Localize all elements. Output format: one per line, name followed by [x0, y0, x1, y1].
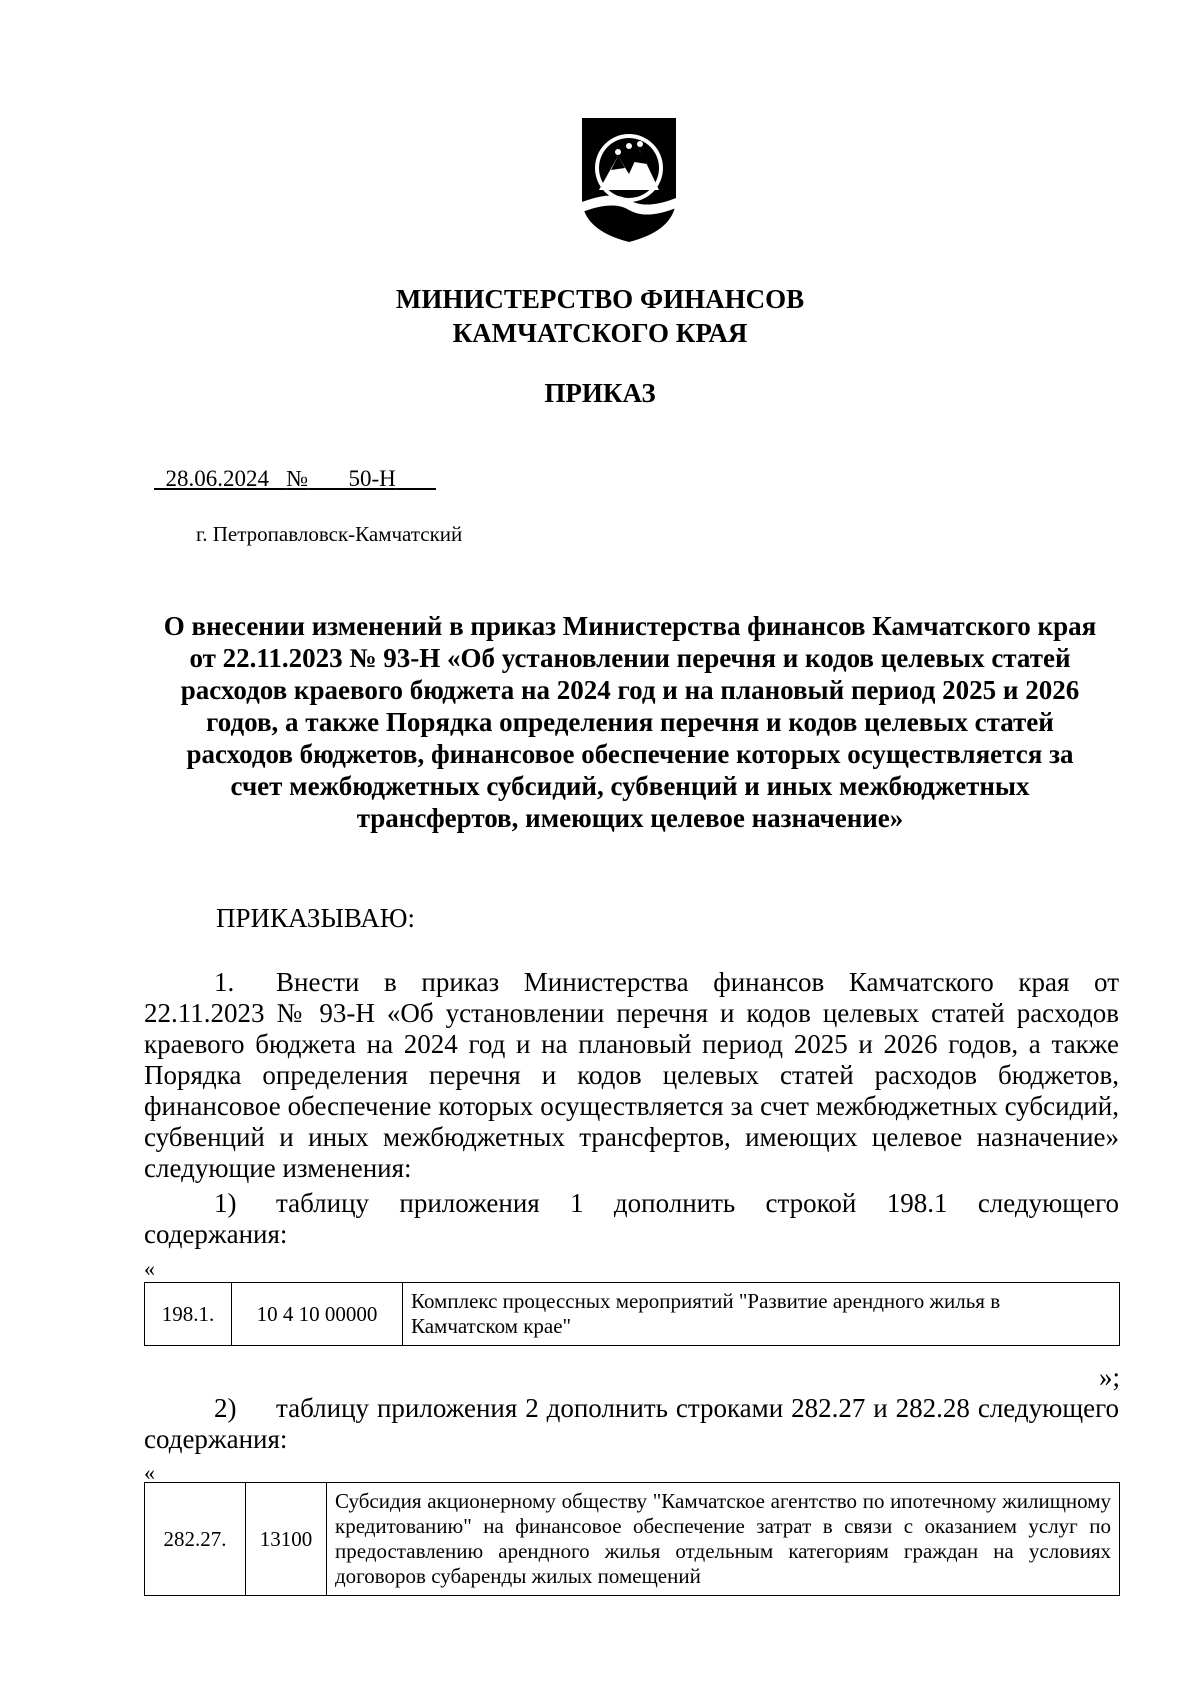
row-number-cell: 282.27.: [145, 1483, 246, 1596]
document-type: ПРИКАЗ: [544, 378, 656, 408]
paragraph-1-text: Внести в приказ Министерства финансов Камчатского края от 22.11.2023 № 93-Н «Об установлении перечня и кодов целевых статей расходов краевого бюджета на 2024 год и на плановый период 2025 и 2026 годов, а также Порядка определения перечня и кодов целевых статей расходов бюджетов, финансовое обеспечение которых осуществляется за счет межбюджетных субсидий, субвенций и иных межбюджетных трансфертов, имеющих целевое назначение» следующие изменения:: [144, 967, 1119, 1183]
order-number: 50-Н: [348, 466, 396, 491]
table-row: [145, 1483, 1120, 1596]
row-number-cell: 198.1.: [145, 1283, 232, 1346]
code-cell: 10 4 10 00000: [232, 1283, 403, 1346]
open-quote-2: «: [144, 1460, 155, 1485]
description-cell: Субсидия акционерному обществу "Камчатское агентство по ипотечному жилищному кредитованию" на финансовое обеспечение затрат в связи с оказанием услуг по предоставлению арендного жилья отдельным категориям граждан на условиях договоров субаренды жилых помещений: [327, 1483, 1120, 1596]
paragraph-1-num: 1.: [214, 967, 235, 997]
table-appendix-2: [144, 1482, 1120, 1596]
paragraph-1: [144, 967, 1119, 1184]
subitem-1-num: 1): [214, 1188, 237, 1218]
number-sign: №: [286, 466, 309, 491]
ministry-name-line1: МИНИСТЕРСТВО ФИНАНСОВ: [395, 284, 805, 314]
ministry-name: [0, 282, 1200, 350]
order-word: ПРИКАЗЫВАЮ:: [216, 903, 415, 933]
subitem-1-text: таблицу приложения 1 дополнить строкой 198.1 следующего содержания:: [144, 1188, 1119, 1249]
open-quote-1: «: [144, 1256, 155, 1281]
code-cell: 13100: [246, 1483, 327, 1596]
close-quote-1: »;: [1098, 1362, 1120, 1392]
ministry-name-line2: КАМЧАТСКОГО КРАЯ: [452, 318, 748, 348]
date-number-line: [154, 466, 436, 492]
subitem-1: [144, 1188, 1119, 1250]
table-row: [145, 1283, 1120, 1346]
subitem-2: [144, 1393, 1119, 1455]
coat-of-arms-emblem: [574, 112, 684, 246]
document-title: О внесении изменений в приказ Министерства финансов Камчатского края от 22.11.2023 № 93-Н «Об установлении перечня и кодов целевых статей расходов краевого бюджета на 2024 год и на плановый период 2025 и 2026 годов, а также Порядка определения перечня и кодов целевых статей расходов бюджетов, финансовое обеспечение которых осуществляется за счет межбюджетных субсидий, субвенций и иных межбюджетных трансфертов, имеющих целевое назначение»: [163, 611, 1097, 833]
subitem-2-num: 2): [214, 1393, 237, 1423]
subitem-2-text: таблицу приложения 2 дополнить строками 282.27 и 282.28 следующего содержания:: [144, 1393, 1119, 1454]
order-date: 28.06.2024: [165, 466, 269, 491]
table-appendix-1: [144, 1282, 1120, 1346]
city: г. Петропавловск-Камчатский: [196, 522, 463, 546]
description-cell: Комплекс процессных мероприятий "Развитие арендного жилья в Камчатском крае": [403, 1283, 1120, 1346]
